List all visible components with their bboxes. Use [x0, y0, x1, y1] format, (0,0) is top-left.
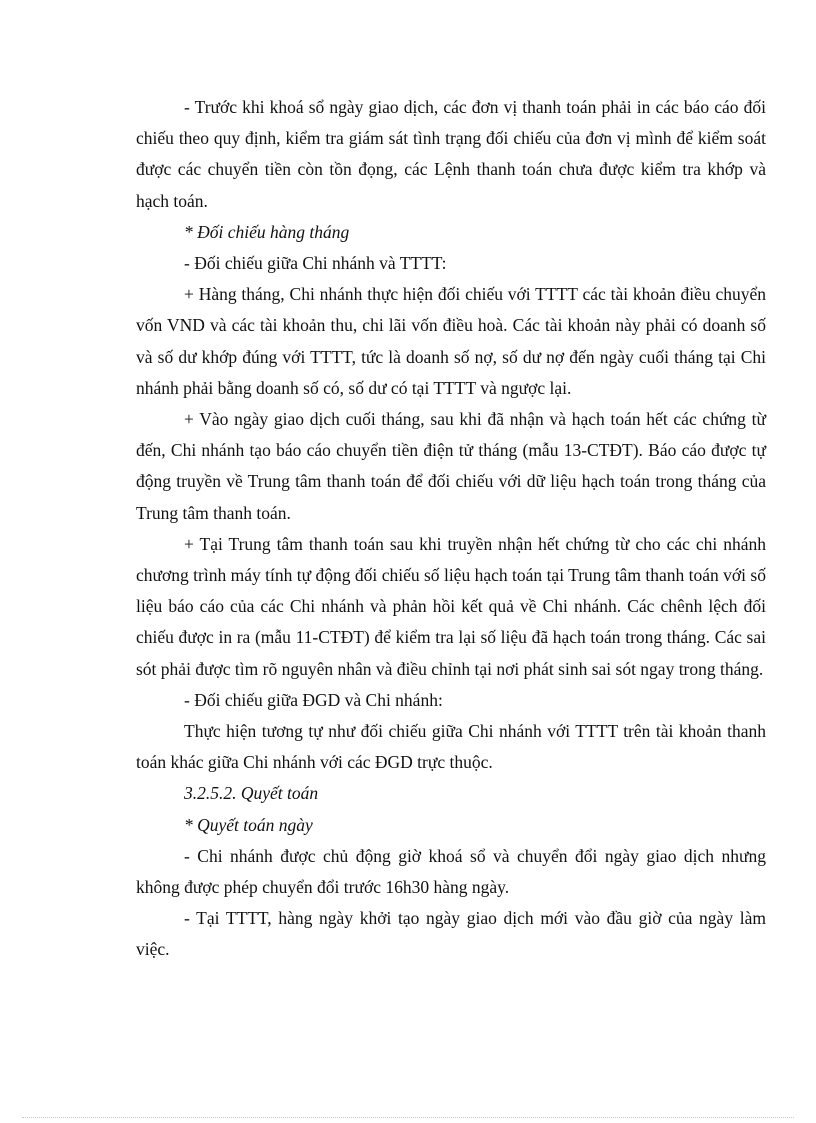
paragraph-payment-center: + Tại Trung tâm thanh toán sau khi truyền nhận hết chứng từ cho các chi nhánh chương trình máy tính tự động đối chiếu số liệu hạch toán tại Trung tâm thanh toán với số liệu báo cáo của các Chi nhánh và phản hồi kết quả về Chi nhánh. Các chênh lệch đối chiếu được in ra (mẫu 11-CTĐT) để kiểm tra lại số liệu đã hạch toán trong tháng. Các sai sót phải được tìm rõ nguyên nhân và điều chỉnh tại nơi phát sinh sai sót ngay trong tháng. [136, 533, 766, 679]
page-bottom-divider [22, 1117, 794, 1118]
heading-monthly-reconciliation: * Đối chiếu hàng tháng [184, 221, 350, 242]
paragraph-branch-tttt: - Đối chiếu giữa Chi nhánh và TTTT: [184, 253, 447, 274]
paragraph-before-closing: - Trước khi khoá sổ ngày giao dịch, các đơn vị thanh toán phải in các báo cáo đối chiếu theo quy định, kiểm tra giám sát tình trạng đối chiếu của đơn vị mình để kiểm soát được các chuyển tiền còn tồn đọng, các Lệnh thanh toán chưa được kiểm tra khớp và hạch toán. [136, 97, 766, 211]
paragraph-tttt-daily: - Tại TTTT, hàng ngày khởi tạo ngày giao dịch mới vào đầu giờ của ngày làm việc. [136, 908, 766, 960]
document-page [136, 92, 766, 966]
paragraph-similar: Thực hiện tương tự như đối chiếu giữa Chi nhánh với TTTT trên tài khoản thanh toán khác giữa Chi nhánh với các ĐGD trực thuộc. [136, 721, 766, 773]
paragraph-dgd-branch: - Đối chiếu giữa ĐGD và Chi nhánh: [184, 689, 443, 710]
heading-settlement: 3.2.5.2. Quyết toán [184, 783, 319, 804]
paragraph-month-end: + Vào ngày giao dịch cuối tháng, sau khi đã nhận và hạch toán hết các chứng từ đến, Chi nhánh tạo báo cáo chuyển tiền điện tử tháng (mẫu 13-CTĐT). Báo cáo được tự động truyền về Trung tâm thanh toán để đối chiếu với dữ liệu hạch toán trong tháng của Trung tâm thanh toán. [136, 409, 766, 523]
heading-daily-settlement: * Quyết toán ngày [184, 814, 313, 835]
paragraph-branch-closing: - Chi nhánh được chủ động giờ khoá sổ và chuyển đổi ngày giao dịch nhưng không được phép chuyển đổi trước 16h30 hàng ngày. [136, 845, 766, 898]
paragraph-monthly-branch: + Hàng tháng, Chi nhánh thực hiện đối chiếu với TTTT các tài khoản điều chuyển vốn VND và các tài khoản thu, chi lãi vốn điều hoà. Các tài khoản này phải có doanh số và số dư khớp đúng với TTTT, tức là doanh số nợ, số dư nợ đến ngày cuối tháng tại Chi nhánh phải bằng doanh số có, số dư có tại TTTT và ngược lại. [136, 284, 766, 398]
